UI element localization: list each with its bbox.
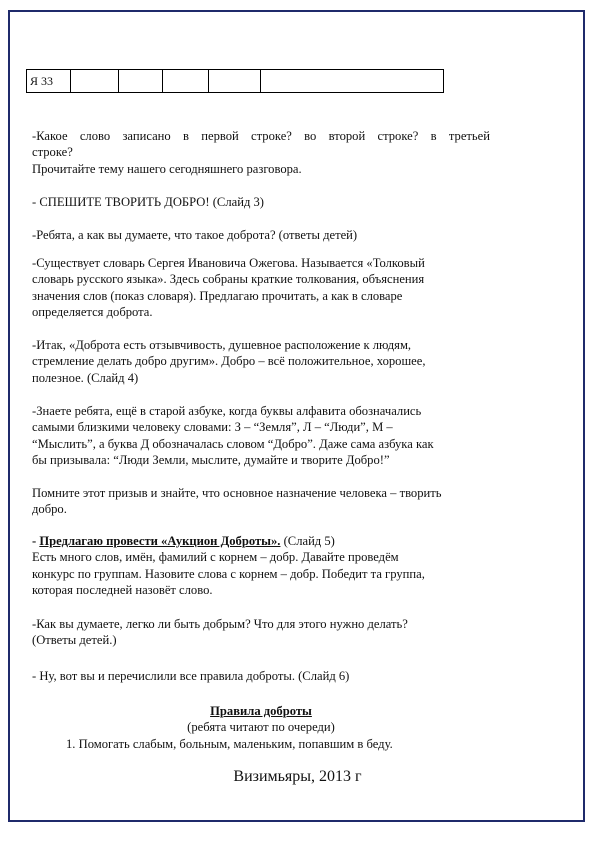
table-cell: Я 33 bbox=[27, 70, 71, 93]
text-line: -Как вы думаете, легко ли быть добрым? Что для этого нужно делать? bbox=[32, 617, 408, 631]
header-table bbox=[26, 69, 444, 93]
rules-list bbox=[66, 736, 486, 752]
paragraph-kindness-question bbox=[32, 227, 490, 243]
text-line: (Ответы детей.) bbox=[32, 633, 117, 648]
text-line: словарь русского языка». Здесь собраны краткие толкования, объяснения bbox=[32, 272, 425, 287]
paragraph-questions bbox=[32, 128, 490, 177]
text-line: -Ребята, а как вы думаете, что такое доброта? (ответы детей) bbox=[32, 228, 358, 242]
text-line: “Мыслить”, а буква Д обозначалась словом “Добро”. Даже сама азбука как bbox=[32, 436, 434, 451]
text-line: строке? bbox=[32, 145, 73, 160]
paragraph-easy-question bbox=[32, 616, 490, 649]
text-line: Есть много слов, имён, фамилий с корнем – добр. Давайте проведём bbox=[32, 550, 399, 565]
paragraph-alphabet bbox=[32, 403, 490, 469]
text-line: стремление делать добро другим». Добро – всё положительное, хорошее, bbox=[32, 354, 426, 369]
text-line: -Существует словарь Сергея Ивановича Ожегова. Называется «Толковый bbox=[32, 256, 425, 270]
text-line: добро. bbox=[32, 502, 67, 517]
text-line: -Какое слово записано в первой строке? во второй строке? в третьей bbox=[32, 129, 490, 143]
text-line: которая последней назовёт слово. bbox=[32, 583, 213, 598]
slide-ref: (Слайд 5) bbox=[280, 534, 335, 548]
text-line: - СПЕШИТЕ ТВОРИТЬ ДОБРО! (Слайд 3) bbox=[32, 195, 264, 209]
text-line: самыми близкими человеку словами: З – “Земля”, Л – “Люди”, М – bbox=[32, 420, 393, 435]
text-line: бы призывала: “Люди Земли, мыслите, думайте и творите Добро!” bbox=[32, 453, 390, 468]
text-line: конкурс по группам. Назовите слова с корнем – добр. Победит та группа, bbox=[32, 566, 425, 581]
footer-place-date: Визимьяры, 2013 г bbox=[233, 768, 362, 785]
paragraph-definition bbox=[32, 337, 490, 386]
rules-subtitle: (ребята читают по очереди) bbox=[187, 720, 335, 734]
text-line: -Итак, «Доброта есть отзывчивость, душевное расположение к людям, bbox=[32, 338, 412, 352]
table-cell bbox=[119, 70, 163, 93]
list-item: 1. Помогать слабым, больным, маленьким, попавшим в беду. bbox=[66, 737, 393, 751]
rules-heading: Правила доброты bbox=[210, 704, 312, 718]
text-line: Помните этот призыв и знайте, что основное назначение человека – творить bbox=[32, 486, 442, 500]
table-cell bbox=[71, 70, 119, 93]
table-cell bbox=[163, 70, 209, 93]
text-line: - Ну, вот вы и перечислили все правила доброты. (Слайд 6) bbox=[32, 669, 350, 683]
text-line: полезное. (Слайд 4) bbox=[32, 370, 139, 385]
paragraph-auction bbox=[32, 533, 490, 599]
table-cell bbox=[261, 70, 444, 93]
auction-title: Предлагаю провести «Аукцион Доброты». bbox=[39, 534, 281, 548]
paragraph-rules-intro bbox=[32, 668, 490, 684]
text-line: Прочитайте тему нашего сегодняшнего разговора. bbox=[32, 161, 302, 176]
text-line: определяется доброта. bbox=[32, 305, 153, 320]
dash: - bbox=[32, 534, 40, 548]
text-line: -Знаете ребята, ещё в старой азбуке, когда буквы алфавита обозначались bbox=[32, 404, 422, 418]
rules-title bbox=[32, 703, 490, 719]
paragraph-remember bbox=[32, 485, 490, 518]
paragraph-dictionary bbox=[32, 255, 490, 321]
table-cell bbox=[209, 70, 261, 93]
paragraph-topic bbox=[32, 194, 490, 210]
rules-subtitle-block bbox=[32, 719, 490, 735]
text-line: значения слов (показ словаря). Предлагаю прочитать, а как в словаре bbox=[32, 288, 403, 303]
text-line bbox=[32, 533, 490, 549]
